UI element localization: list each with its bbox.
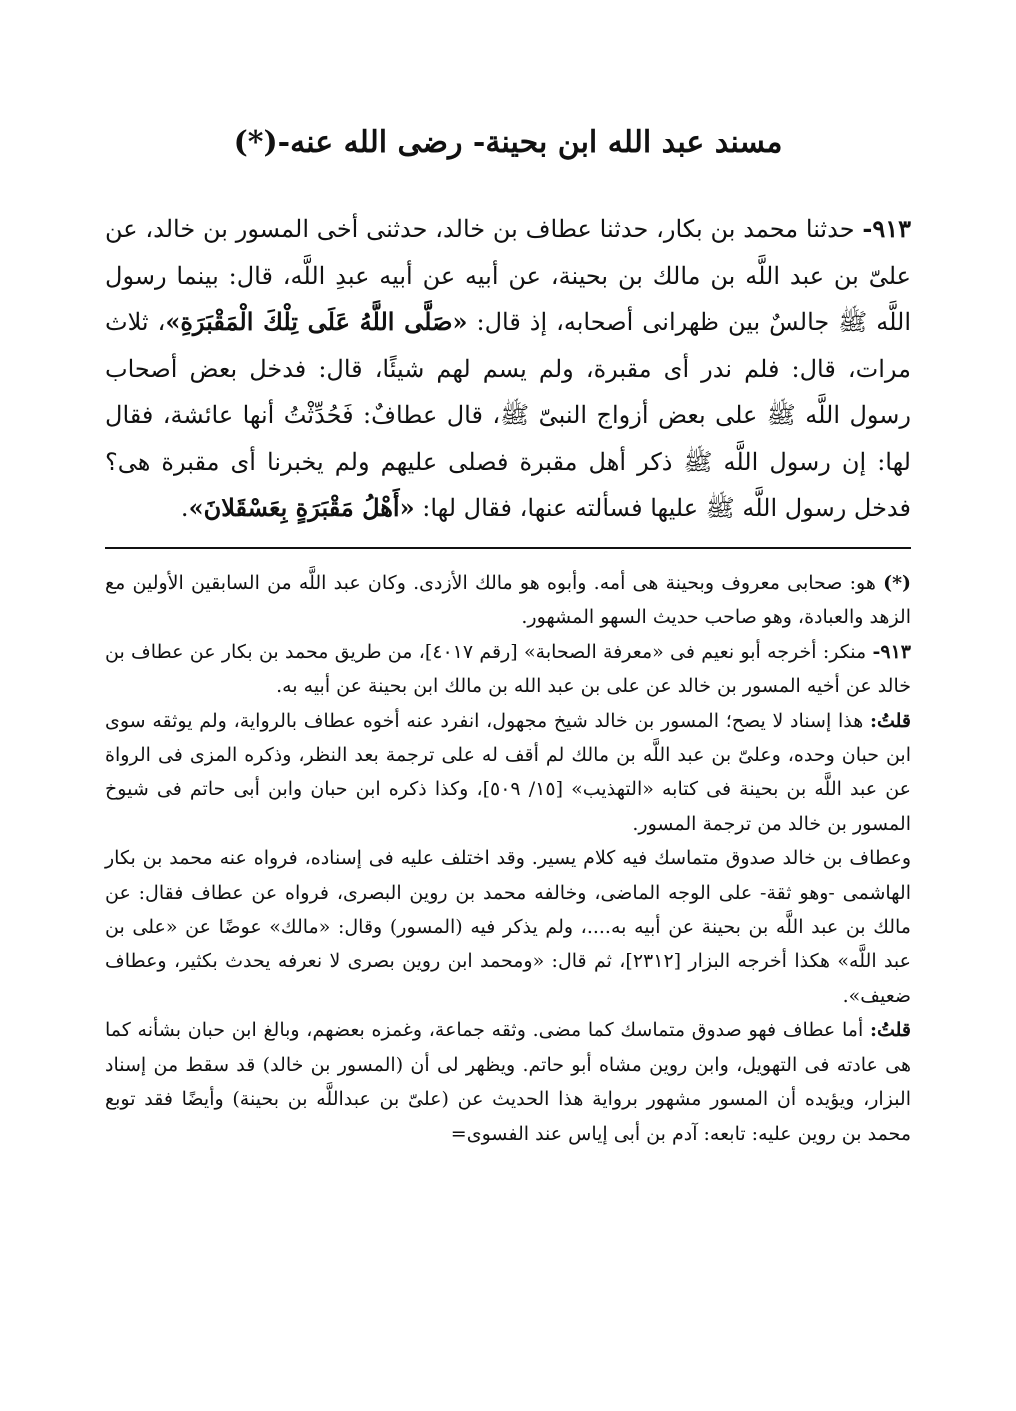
footnote-913 xyxy=(105,635,911,704)
footnote-paragraph-2 xyxy=(105,841,911,1013)
footnote-star-text: هو: صحابى معروف وبحينة هى أمه. وأبوه هو مالك الأزدى. وكان عبد اللَّه من السابقين الأولين مع الزهد والعبادة، وهو صاحب حديث السهو المشهور. xyxy=(105,572,911,629)
hadith-text xyxy=(105,206,911,532)
footnote-companion xyxy=(105,566,911,635)
prophet-quote-1: «صَلَّى اللَّهُ عَلَى تِلْكَ الْمَقْبَرَةِ» xyxy=(165,307,468,336)
footnote-qult-2 xyxy=(105,1013,911,1151)
footnote-913-number: ٩١٣- xyxy=(872,640,911,663)
book-page xyxy=(105,0,911,1411)
footnote-qult-1 xyxy=(105,704,911,842)
hadith-end: . xyxy=(180,494,189,522)
hadith-text-part-2: ، ثلاث مرات، قال: فلم ندر أى مقبرة، ولم يسم لهم شيئًا، قال: فدخل بعض أصحاب رسول اللَّه ﷺ على بعض أزواج النبىّ ﷺ، قال عطافٌ: فَحُدِّثْتُ أنها عائشة، فقال لها: إن رسول اللَّه ﷺ ذكر أهل مقبرة فصلى عليهم ولم يخبرنا أى مقبرة هى؟ فدخل رسول اللَّه ﷺ عليها فسألته عنها، فقال لها: xyxy=(105,308,911,522)
paragraph-2-text: وعطاف بن خالد صدوق متماسك فيه كلام يسير. وقد اختلف عليه فى إسناده، فرواه عنه محمد بن بكار الهاشمى -وهو ثقة- على الوجه الماضى، وخالفه محمد بن روين البصرى، فرواه عن عطاف فقال: عن مالك بن عبد اللَّه بن بحينة عن أبيه به....، ولم يذكر فيه (المسور) وقال: «مالك» عوضًا عن «على بن عبد اللَّه» هكذا أخرجه البزار [٢٣١٢]، ثم قال: «ومحمد ابن روين بصرى لا نعرفه يحدث بكثير، وعطاف ضعيف». xyxy=(105,847,912,1007)
footnote-star-marker: (*) xyxy=(883,572,911,594)
hadith-text-part-1: حدثنا محمد بن بكار، حدثنا عطاف بن خالد، حدثنى أخى المسور بن خالد، عن علىّ بن عبد اللَّه بن مالك بن بحينة، عن أبيه عن أبيه عبدِ اللَّه، قال: بينما رسول اللَّه ﷺ جالسٌ بين ظهرانى أصحابه، إذ قال: xyxy=(105,215,911,336)
footnote-divider xyxy=(105,547,911,549)
page-title: مسند عبد الله ابن بحينة- رضى الله عنه-(*) xyxy=(233,125,783,160)
qult-2-label: قلتُ: xyxy=(869,1019,911,1042)
prophet-quote-2: «أَهْلُ مَقْبَرَةٍ بِعَسْقَلانَ» xyxy=(188,493,415,522)
qult-2-text: أما عطاف فهو صدوق متماسك كما مضى. وثقه جماعة، وغمزه بعضهم، وبالغ ابن حبان بشأنه كما هى عادته فى التهويل، وابن روين مشاه أبو حاتم. ويظهر لى أن (المسور بن خالد) قد سقط من إسناد البزار، ويؤيده أن المسور مشهور برواية هذا الحديث عن (علىّ بن عبداللَّه بن بحينة) وأيضًا فقد توبع محمد بن روين عليه: تابعه: آدم بن أبى إياس عند الفسوى= xyxy=(105,1019,911,1145)
hadith-number: ٩١٣- xyxy=(862,214,911,243)
qult-1-text: هذا إسناد لا يصح؛ المسور بن خالد شيخ مجهول، انفرد عنه أخوه عطاف بالرواية، ولم يوثقه سوى ابن حبان وحده، وعلىّ بن عبد اللَّه بن مالك لم أقف له على ترجمة بعد النظر، وذكره المزى فى الرواة عن عبد اللَّه بن بحينة فى كتابه «التهذيب» [١٥/ ٥٠٩]، وكذا ذكره ابن حبان وابن أبى حاتم فى شيوخ المسور بن خالد من ترجمة المسور. xyxy=(105,709,911,835)
footnote-913-text: منكر: أخرجه أبو نعيم فى «معرفة الصحابة» [رقم ٤٠١٧]، من طريق محمد بن بكار عن عطاف بن خالد عن أخيه المسور بن خالد عن على بن عبد الله بن مالك ابن بحينة عن أبيه به. xyxy=(105,640,911,698)
qult-1-label: قلتُ: xyxy=(869,709,911,732)
footnotes xyxy=(105,566,911,1151)
